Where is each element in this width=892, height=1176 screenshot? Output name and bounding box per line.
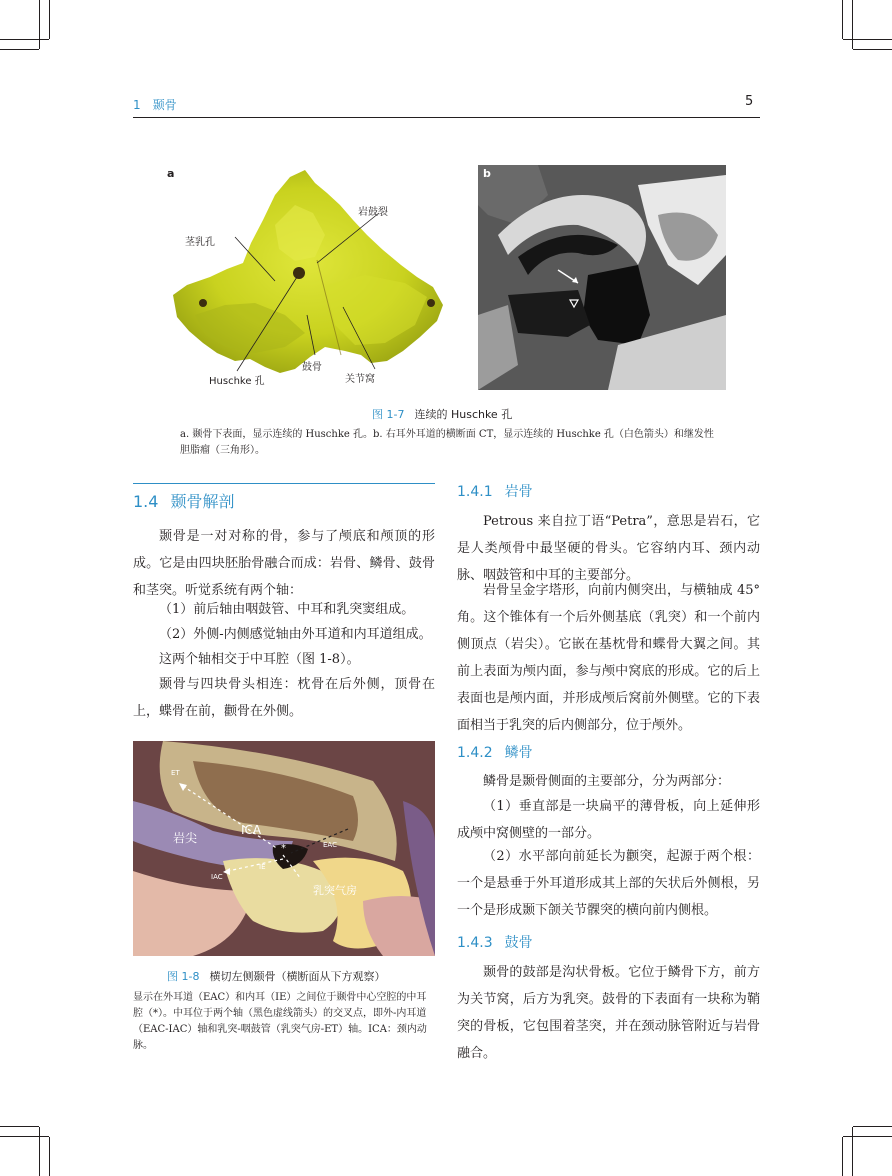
section-title: 鼓骨 [504, 935, 533, 951]
section-1-4-rule [133, 483, 435, 484]
section-title: 鳞骨 [504, 745, 533, 761]
paragraph: Petrous 来自拉丁语“Petra”，意思是岩石，它是人类颅骨中最坚硬的骨头。它容纳内耳、颈内动脉、咽鼓管和中耳的主要部分。 [457, 514, 760, 583]
label-star: * [281, 843, 286, 854]
paragraph: 这两个轴相交于中耳腔（图 1-8）。 [159, 652, 360, 667]
crop-mark [853, 49, 892, 50]
figure-1-7-caption-title [372, 406, 512, 422]
label-gugu: 鼓骨 [302, 362, 322, 373]
figure-number: 图 1-7 [372, 408, 405, 421]
section-number: 1.4 [133, 492, 159, 511]
section-1-4-heading [133, 489, 234, 512]
paragraph: 颞骨是一对对称的骨，参与了颅底和颅顶的形成。它是由四块胚胎骨融合而成：岩骨、鳞骨、鼓骨和茎突。听觉系统有两个轴： [133, 529, 435, 598]
section-1-4-1-heading [457, 481, 533, 501]
figure-1-8-caption-title [167, 968, 385, 984]
section-title: 岩骨 [504, 484, 533, 500]
list-item: （1）垂直部是一块扁平的薄骨板，向上延伸形成颅中窝侧壁的一部分。 [457, 799, 760, 841]
label-iac: IAC [211, 873, 223, 881]
header-rule [133, 117, 760, 118]
paragraph: 鳞骨是颞骨侧面的主要部分，分为两部分： [483, 774, 731, 789]
crop-mark [0, 39, 49, 40]
crop-mark [49, 1137, 50, 1176]
crop-mark [39, 1127, 40, 1176]
crop-mark [842, 1137, 843, 1176]
section-number: 1.4.2 [457, 745, 493, 761]
figure-1-7a-bone-photo [165, 165, 455, 390]
list-item: （2）水平部向前延长为颧突，起源于两个根：一个是悬垂于外耳道形成其上部的矢状后外侧根，另一个是形成颞下颌关节髁突的横向前内侧根。 [457, 849, 760, 918]
crop-mark [852, 1127, 853, 1176]
section-number: 1.4.1 [457, 484, 493, 500]
crop-mark [49, 0, 50, 39]
panel-b-letter: b [483, 167, 491, 180]
section-1-4-2-heading [457, 742, 533, 762]
paragraph: 颞骨与四块骨头相连：枕骨在后外侧，顶骨在上，蝶骨在前，颧骨在外侧。 [133, 677, 435, 719]
crop-mark [842, 0, 843, 39]
crop-mark [0, 1136, 49, 1137]
section-title: 颞骨解剖 [170, 492, 235, 511]
paragraph: 岩骨呈金字塔形，向前内侧突出，与横轴成 45° 角。这个锥体有一个后外侧基底（乳突）和一个前内侧顶点（岩尖）。它嵌在基枕骨和蝶骨大翼之间。其前上表面为颅内面，参与颅中窝底的形成。它的后上表面也是颅内面，并形成颅后窝前外侧壁。它的下表面相当于乳突的后内侧部分，位于颅外。 [457, 583, 760, 733]
section-number: 1.4.3 [457, 935, 493, 951]
figure-1-7b-ct-image [478, 165, 726, 390]
list-item: （2）外侧-内侧感觉轴由外耳道和内耳道组成。 [159, 627, 432, 642]
label-yantu: 岩尖 [173, 831, 198, 845]
label-guanjiewo: 关节窝 [345, 374, 375, 385]
figure-number: 图 1-8 [167, 970, 200, 983]
crop-mark [852, 0, 853, 49]
page-number: 5 [745, 94, 754, 109]
label-huschke: Huschke 孔 [209, 376, 265, 387]
label-et: ET [171, 769, 180, 777]
label-ie: IE [259, 863, 266, 871]
crop-mark [39, 0, 40, 49]
label-yangu-lie: 岩鼓裂 [358, 207, 388, 218]
figure-1-7-caption-body: a. 颞骨下表面，显示连续的 Huschke 孔。b. 右耳外耳道的横断面 CT，显示连续的 Huschke 孔（白色箭头）和继发性胆脂瘤（三角形）。 [180, 429, 714, 456]
label-eac: EAC [323, 841, 337, 849]
crop-mark [0, 49, 39, 50]
running-header-chapter: 1 颞骨 [133, 98, 177, 112]
crop-mark [843, 39, 892, 40]
section-1-4-3-heading [457, 932, 533, 952]
figure-title: 连续的 Huschke 孔 [414, 408, 513, 421]
label-rutu-qifang: 乳突气房 [313, 884, 357, 897]
crop-mark [0, 1126, 39, 1127]
panel-a-letter: a [167, 167, 175, 180]
label-ica: ICA [241, 823, 262, 837]
crop-mark [853, 1126, 892, 1127]
figure-1-8-caption-body: 显示在外耳道（EAC）和内耳（IE）之间位于颞骨中心空腔的中耳腔（*）。中耳位于两个轴（黑色虚线箭头）的交叉点，即外-内耳道（EAC-IAC）轴和乳突-咽鼓管（乳突气房-ET）轴。ICA：颈内动脉。 [133, 992, 427, 1051]
list-item: （1）前后轴由咽鼓管、中耳和乳突窦组成。 [159, 602, 415, 617]
paragraph: 颞骨的鼓部是沟状骨板。它位于鳞骨下方，前方为关节窝，后方为乳突。鼓骨的下表面有一块称为鞘突的骨板，它包围着茎突，并在颈动脉管附近与岩骨融合。 [457, 965, 760, 1061]
figure-1-8-dissection-photo [133, 741, 435, 956]
label-jingru-kong: 茎乳孔 [185, 237, 215, 248]
crop-mark [843, 1136, 892, 1137]
figure-title: 横切左侧颞骨（横断面从下方观察） [209, 970, 386, 983]
